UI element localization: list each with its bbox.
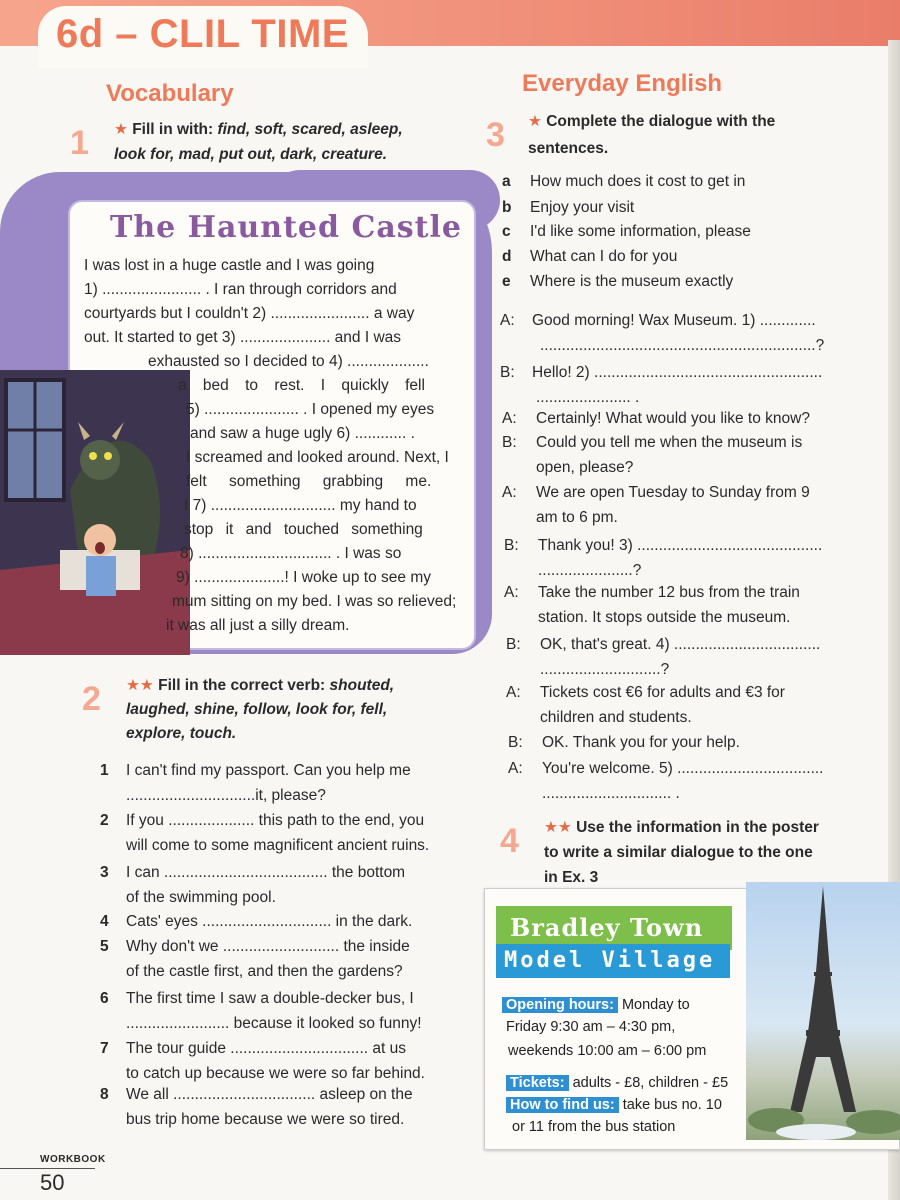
star-icon: ★★ (544, 819, 572, 836)
exercise-3-number: 3 (486, 116, 505, 154)
option-item: c I'd like some information, please (502, 223, 751, 240)
story-line: it was all just a silly dream. (166, 617, 350, 634)
footer-divider (0, 1168, 95, 1169)
poster-title: Bradley Town (496, 906, 732, 950)
eiffel-tower-photo (746, 882, 900, 1140)
star-icon: ★ (114, 121, 128, 138)
exercise-2-item: 2 If you .................... this path to the end, you will come to some magnificent ancient ruins. (100, 812, 430, 854)
vocabulary-heading: Vocabulary (106, 80, 234, 107)
story-line: courtyards but I couldn't 2) ....................... a way (84, 305, 415, 322)
exercise-2-wordlist: explore, touch. (126, 725, 237, 742)
exercise-2-number: 2 (82, 680, 101, 718)
story-line: I was lost in a huge castle and I was going (84, 257, 375, 274)
exercise-2-item: 1 I can't find my passport. Can you help me ..............................it, please? (100, 762, 411, 804)
story-line: and saw a huge ugly 6) ............ . (190, 425, 415, 442)
poster-hours: Friday 9:30 am – 4:30 pm, (506, 1019, 676, 1035)
story-title: The Haunted Castle (110, 210, 462, 245)
option-item: d What can I do for you (502, 248, 678, 265)
page-title: 6d – CLIL TIME (56, 12, 349, 56)
exercise-2-item: 3 I can ...................................... the bottom of the swimming pool. (100, 864, 406, 906)
dialogue-line: A: Tickets cost €6 for adults and €3 for children and students. (506, 684, 785, 726)
exercise-3-instruction: ★ Complete the dialogue with the (528, 113, 776, 130)
option-item: b Enjoy your visit (502, 199, 635, 216)
exercise-2-item: 8 We all ................................. asleep on the bus trip home because we were so tired. (100, 1086, 413, 1128)
story-line: 1) ....................... . I ran through corridors and (84, 281, 397, 298)
story-line: I 7) ............................. my hand to (184, 497, 417, 514)
poster-subtitle: Model Village (496, 944, 730, 978)
page-number: 50 (40, 1170, 65, 1195)
story-line: I screamed and looked around. Next, I (186, 449, 449, 466)
option-item: e Where is the museum exactly (502, 273, 734, 290)
story-line: 9) .....................! I woke up to see my (176, 569, 431, 586)
dialogue-line: B: Could you tell me when the museum is open, please? (502, 434, 803, 476)
eiffel-tower-icon (746, 882, 900, 1140)
exercise-2-instruction: ★★ Fill in the correct verb: shouted, (126, 677, 395, 694)
option-item: a How much does it cost to get in (502, 173, 746, 190)
story-line: a bed to rest. I quickly fell (178, 377, 425, 394)
poster-directions: or 11 from the bus station (512, 1119, 676, 1135)
story-line: felt something grabbing me. (186, 473, 432, 490)
dialogue-line: A: You're welcome. 5) .................................. .............................. . (508, 760, 824, 802)
exercise-2-item: 7 The tour guide ................................ at us to catch up because we were so far behind. (100, 1040, 425, 1082)
exercise-4-instruction: to write a similar dialogue to the one (544, 844, 813, 861)
exercise-3-instruction: sentences. (528, 140, 609, 157)
exercise-1-instruction: ★ Fill in with: find, soft, scared, asleep, (114, 121, 403, 138)
dialogue-line: A: Certainly! What would you like to know? (502, 410, 810, 427)
dialogue-line: B: OK. Thank you for your help. (508, 734, 740, 751)
story-line: mum sitting on my bed. I was so relieved; (172, 593, 457, 610)
exercise-1-number: 1 (70, 124, 89, 162)
everyday-english-heading: Everyday English (522, 70, 723, 97)
star-icon: ★ (528, 113, 542, 130)
exercise-4-instruction: ★★ Use the information in the poster (544, 819, 819, 836)
haunted-scene-illustration (0, 370, 190, 655)
dialogue-line: A: Good morning! Wax Museum. 1) ............. ................................................................? (500, 312, 825, 354)
story-line: 8) ............................... . I was so (180, 545, 402, 562)
poster-hours: weekends 10:00 am – 6:00 pm (508, 1043, 707, 1059)
poster-hours: Opening hours: Monday to (502, 994, 690, 1016)
story-line: stop it and touched something (184, 521, 423, 538)
dialogue-line: B: OK, that's great. 4) .................................. ............................? (506, 636, 821, 678)
dialogue-line: B: Thank you! 3) ........................................... ......................? (504, 537, 823, 579)
story-line: 5) ...................... . I opened my eyes (186, 401, 435, 418)
poster-directions: How to find us: take bus no. 10 (506, 1094, 722, 1116)
dialogue-line: B: Hello! 2) ..................................................... ...................... . (500, 364, 823, 406)
dialogue-line: A: Take the number 12 bus from the train station. It stops outside the museum. (504, 584, 800, 626)
exercise-1-wordlist: look for, mad, put out, dark, creature. (114, 146, 388, 163)
poster-tickets: Tickets: adults - £8, children - £5 (506, 1072, 728, 1094)
exercise-2-wordlist: laughed, shine, follow, look for, fell, (126, 701, 388, 718)
story-line: out. It started to get 3) ..................... and I was (84, 329, 402, 346)
star-icon: ★★ (126, 677, 154, 694)
story-line: exhausted so I decided to 4) ................... (148, 353, 429, 370)
exercise-4-instruction: in Ex. 3 (544, 869, 599, 886)
dialogue-line: A: We are open Tuesday to Sunday from 9 am to 6 pm. (502, 484, 810, 526)
exercise-2-item: 5 Why don't we ........................... the inside of the castle first, and then the gardens? (100, 938, 410, 980)
exercise-4-number: 4 (500, 822, 519, 860)
footer-label: WORKBOOK (40, 1154, 106, 1165)
exercise-2-item: 6 The first time I saw a double-decker bus, I ........................ because it looked so funny! (100, 990, 422, 1032)
exercise-2-item: 4 Cats' eyes .............................. in the dark. (100, 913, 413, 930)
